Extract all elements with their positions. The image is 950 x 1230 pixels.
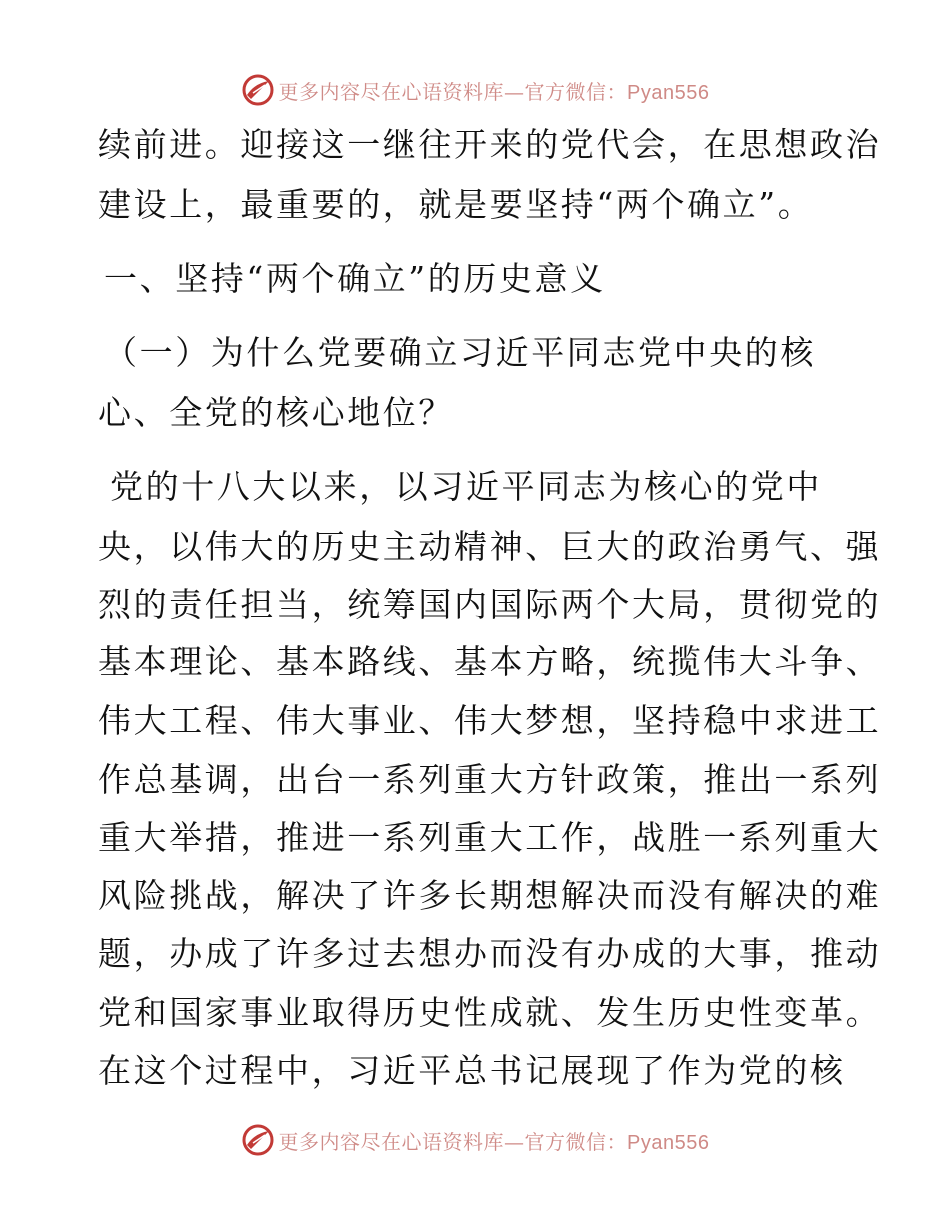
brand-logo-icon bbox=[241, 73, 275, 107]
text-line: 重大举措，推进一系列重大工作，战胜一系列重大 bbox=[98, 818, 882, 857]
text-line: 建设上，最重要的，就是要坚持“两个确立”。 bbox=[98, 185, 814, 224]
watermark-text: 更多内容尽在心语资料库—官方微信：Pyan556 bbox=[278, 79, 710, 104]
text-line: 作总基调，出台一系列重大方针政策，推出一系列 bbox=[98, 760, 882, 799]
text-line: 烈的责任担当，统筹国内国际两个大局，贯彻党的 bbox=[98, 585, 882, 624]
brand-logo-icon bbox=[241, 1123, 275, 1157]
footer-watermark bbox=[0, 1120, 950, 1160]
header-watermark bbox=[0, 70, 950, 110]
watermark-account: Pyan556 bbox=[627, 1131, 710, 1154]
text-line: 伟大工程、伟大事业、伟大梦想，坚持稳中求进工 bbox=[98, 701, 882, 740]
text-line: 题，办成了许多过去想办而没有办成的大事，推动 bbox=[98, 934, 882, 973]
text-line: 基本理论、基本路线、基本方略，统揽伟大斗争、 bbox=[98, 642, 882, 681]
watermark-account: Pyan556 bbox=[627, 81, 710, 104]
text-line: 党和国家事业取得历史性成就、发生历史性变革。 bbox=[98, 993, 882, 1032]
subsection-heading: （一）为什么党要确立习近平同志党中央的核 bbox=[104, 333, 816, 372]
watermark-text: 更多内容尽在心语资料库—官方微信：Pyan556 bbox=[278, 1129, 710, 1154]
text-line: 续前进。迎接这一继往开来的党代会，在思想政治 bbox=[98, 125, 882, 164]
text-line: 风险挑战，解决了许多长期想解决而没有解决的难 bbox=[98, 876, 882, 915]
text-line: 党的十八大以来，以习近平同志为核心的党中 bbox=[110, 467, 822, 506]
section-heading: 一、坚持“两个确立”的历史意义 bbox=[104, 259, 606, 298]
text-line: 在这个过程中，习近平总书记展现了作为党的核 bbox=[98, 1051, 846, 1090]
subsection-heading: 心、全党的核心地位？ bbox=[98, 393, 454, 432]
text-line: 央，以伟大的历史主动精神、巨大的政治勇气、强 bbox=[98, 527, 882, 566]
